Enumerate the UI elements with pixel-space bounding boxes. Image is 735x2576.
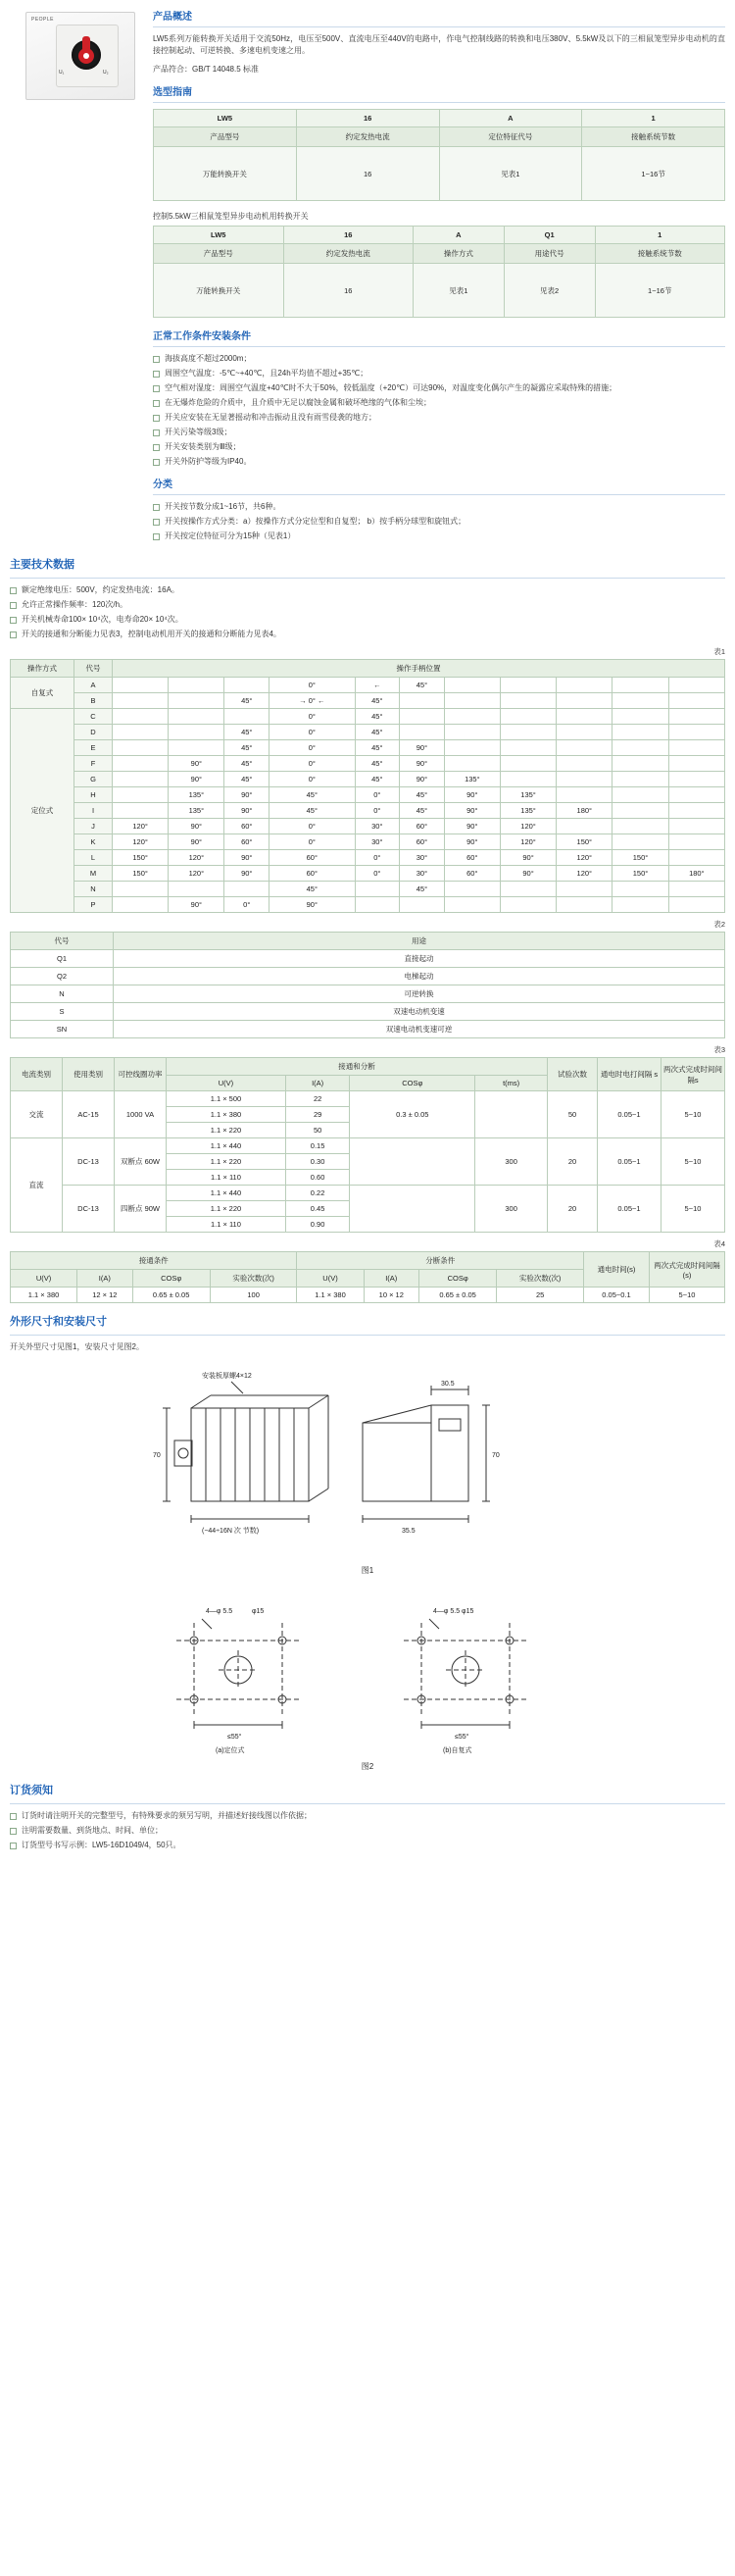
t3-i: 29	[285, 1107, 349, 1123]
t1-cell: 0°	[270, 740, 355, 756]
fig1-height-right: 70	[492, 1451, 500, 1459]
t1-cell: 135°	[444, 772, 500, 787]
t1-cell: 0°	[270, 725, 355, 740]
t1-cell: 60°	[444, 850, 500, 866]
t3-gap: 5~10	[662, 1091, 725, 1138]
figure-2-caption: 图2	[361, 1761, 374, 1771]
t4-head-i2: I(A)	[364, 1270, 418, 1288]
fig2-right-hole-label: 4—φ 5.5 φ15	[433, 1607, 474, 1615]
t3-on: 0.05~1	[598, 1091, 662, 1138]
t1-cell: 0°	[270, 819, 355, 834]
t1-cell: 45°	[355, 725, 400, 740]
selection-table-1	[153, 109, 725, 201]
t1-cell: 45°	[355, 693, 400, 709]
selection-table-2	[153, 226, 725, 318]
t1-cell: 30°	[400, 866, 445, 882]
t2-code: S	[11, 1003, 114, 1021]
t2-use: 直接起动	[114, 950, 725, 968]
tech-item: 开关的接通和分断能力见表3，控制电动机用开关的接通和分断能力见表4。	[10, 629, 725, 640]
conditions-title: 正常工作条件安装条件	[153, 331, 251, 343]
t1-cell: 90°	[444, 803, 500, 819]
condition-item: 开关安装类别为Ⅲ级；	[153, 441, 725, 453]
order-section	[0, 1782, 735, 1851]
t1-cell: 45°	[400, 803, 445, 819]
t4-cell: 12 × 12	[77, 1288, 132, 1303]
t1-cell: → 0° ←	[270, 693, 355, 709]
divider	[153, 102, 725, 103]
divider	[153, 494, 725, 495]
t4-head-i1: I(A)	[77, 1270, 132, 1288]
t4-head-times2: 实验次数(次)	[497, 1270, 584, 1288]
t1-head-positions: 操作手柄位置	[113, 660, 725, 678]
t4-cell: 0.05~0.1	[584, 1288, 650, 1303]
table-make-break-capacity	[10, 1057, 725, 1233]
t3-u: 1.1 × 110	[167, 1217, 286, 1233]
t1-code: E	[74, 740, 113, 756]
t1-cell: 120°	[500, 819, 556, 834]
t3-times: 50	[548, 1091, 598, 1138]
t2-head-use: 用途	[114, 933, 725, 950]
t4-head-u1: U(V)	[11, 1270, 77, 1288]
t1-cell: 60°	[224, 819, 270, 834]
sel2-val-4: 1~16节	[595, 264, 725, 318]
sel1-head-2: 定位特征代号	[439, 127, 582, 147]
t3-i: 0.30	[285, 1154, 349, 1170]
sel2-code-1: 16	[283, 227, 414, 244]
fig1-bottom-right-dim: 35.5	[402, 1527, 416, 1535]
t3-on: 0.05~1	[598, 1186, 662, 1233]
t3-u: 1.1 × 220	[167, 1154, 286, 1170]
t1-code: A	[74, 678, 113, 693]
t1-cell: 45°	[224, 693, 270, 709]
sel1-code-2: A	[439, 110, 582, 127]
t1-cell: 90°	[169, 756, 224, 772]
t1-cell: 60°	[400, 834, 445, 850]
t1-cell: 135°	[500, 803, 556, 819]
t2-code: Q2	[11, 968, 114, 985]
t1-cell: 120°	[113, 819, 169, 834]
dimensions-title: 外形尺寸和安装尺寸	[10, 1316, 107, 1329]
t1-cell: 180°	[668, 866, 724, 882]
t1-cell: 60°	[270, 850, 355, 866]
t1-cell: 60°	[224, 834, 270, 850]
t1-code: I	[74, 803, 113, 819]
t1-code: G	[74, 772, 113, 787]
divider	[10, 1803, 725, 1804]
top-section	[0, 0, 735, 546]
t3-head-coil-power: 可控线圈功率	[115, 1058, 167, 1091]
t4-head-interval: 两次式完成时间间隔(s)	[650, 1252, 725, 1288]
t1-cell: 0°	[270, 709, 355, 725]
t1-cell: 90°	[169, 897, 224, 913]
classification-list	[153, 501, 725, 542]
tech-list	[10, 584, 725, 640]
order-item: 订货型号书写示例：LW5-16D1049/4，50只。	[10, 1840, 725, 1851]
t2-use: 双速电动机变速可逆	[114, 1021, 725, 1038]
t3-on: 0.05~1	[598, 1138, 662, 1186]
t1-cell: 120°	[500, 834, 556, 850]
t3-head-interval: 两次式完成时间间隔s	[662, 1058, 725, 1091]
order-item: 注明需要数量、到货地点、时间、单位；	[10, 1825, 725, 1837]
sel1-code-3: 1	[582, 110, 725, 127]
fig1-screw-label: 安装板厚螺4×12	[202, 1372, 252, 1380]
t1-cell: 150°	[113, 850, 169, 866]
condition-item: 开关污染等级3级；	[153, 427, 725, 438]
t3-head-usage-kind: 使用类别	[63, 1058, 115, 1091]
t1-code: B	[74, 693, 113, 709]
t1-cell: 45°	[400, 678, 445, 693]
t3-head-i: I(A)	[285, 1076, 349, 1091]
t1-cell: 0°	[355, 850, 400, 866]
t1-code: L	[74, 850, 113, 866]
terminal-label-right: U₂	[103, 70, 109, 76]
t1-cell: 90°	[400, 772, 445, 787]
tech-title: 主要技术数据	[10, 559, 74, 572]
sel2-val-3: 见表2	[504, 264, 595, 318]
t3-power: 四断点 90W	[115, 1186, 167, 1233]
t3-head-on-time: 通电时电打间隔 s	[598, 1058, 662, 1091]
t1-code: D	[74, 725, 113, 740]
table-motor-make-break	[10, 1251, 725, 1303]
sel2-head-0: 产品型号	[154, 244, 284, 264]
fig1-bottom-left-dim: (−44÷16N 次 节数)	[202, 1527, 260, 1535]
t3-u: 1.1 × 500	[167, 1091, 286, 1107]
t1-cell: 90°	[444, 819, 500, 834]
t3-i: 0.60	[285, 1170, 349, 1186]
t3-head-group: 接通和分断	[167, 1058, 548, 1076]
t3-use: DC-13	[63, 1186, 115, 1233]
t4-head-u2: U(V)	[297, 1270, 364, 1288]
t2-code: Q1	[11, 950, 114, 968]
t3-u: 1.1 × 440	[167, 1186, 286, 1201]
t3-i: 0.45	[285, 1201, 349, 1217]
t4-head-break-group: 分断条件	[297, 1252, 584, 1270]
t1-cell: 90°	[224, 787, 270, 803]
sel2-code-2: A	[414, 227, 505, 244]
table2-caption: 表2	[713, 920, 725, 930]
t3-head-cos: COSφ	[350, 1076, 475, 1091]
sel1-val-1: 16	[296, 147, 439, 201]
figure-2-wrap	[0, 1586, 735, 1772]
condition-item: 空气相对湿度：周围空气温度+40℃时不大于50%，较低温度（+20℃）可达90%，对温度变化偶尔产生的凝露应采取特殊的措施；	[153, 382, 725, 394]
t1-cell: 180°	[557, 803, 612, 819]
t1-cell: 45°	[224, 740, 270, 756]
classification-item: 开关按操作方式分类：a）按操作方式分定位型和自复型； b）按手柄分球型和旋钮式；	[153, 516, 725, 528]
t4-cell: 5~10	[650, 1288, 725, 1303]
sel1-code-0: LW5	[154, 110, 297, 127]
table-usage-codes	[10, 932, 725, 1038]
t2-code: N	[11, 985, 114, 1003]
product-image-column	[10, 8, 147, 546]
fig2-left-phi-label: φ15	[252, 1607, 265, 1615]
t1-head-code: 代号	[74, 660, 113, 678]
t1-cell: 150°	[612, 850, 668, 866]
t1-cell: 90°	[169, 772, 224, 787]
t1-cell: 150°	[113, 866, 169, 882]
t3-gap: 5~10	[662, 1186, 725, 1233]
t1-cell: 45°	[355, 740, 400, 756]
t3-use: AC-15	[63, 1091, 115, 1138]
order-item: 订货时请注明开关的完整型号，有特殊要求的须另写明，并描述好接线图以作依据；	[10, 1810, 725, 1822]
overview-title: 产品概述	[153, 12, 192, 23]
t1-cell: 90°	[224, 866, 270, 882]
t3-t: 300	[475, 1138, 548, 1186]
switch-knob	[66, 34, 107, 76]
t3-t: 300	[475, 1186, 548, 1233]
overview-text: LW5系列万能转换开关适用于交流50Hz，电压至500V、直流电压至440V的电路中，作电气控制线路的转换和电压380V、5.5kW及以下的三相鼠笼型异步电动机的直接控制起动、可逆转换、多速电机变速之用。	[153, 34, 725, 56]
sel2-head-3: 用途代号	[504, 244, 595, 264]
classification-item: 开关按节数分成1~16节，共6种。	[153, 501, 725, 513]
condition-item: 开关应安装在无显著摇动和冲击振动且没有雨雪侵袭的地方；	[153, 412, 725, 424]
t4-cell: 25	[497, 1288, 584, 1303]
t1-cell: 30°	[400, 850, 445, 866]
figure-1-wrap	[0, 1360, 735, 1576]
t1-cell: 45°	[270, 882, 355, 897]
divider	[153, 346, 725, 347]
t3-power: 1000 VA	[115, 1091, 167, 1138]
t1-cell: 60°	[270, 866, 355, 882]
t2-head-code: 代号	[11, 933, 114, 950]
t3-i: 0.22	[285, 1186, 349, 1201]
t3-i: 0.15	[285, 1138, 349, 1154]
t2-code: SN	[11, 1021, 114, 1038]
t1-cell: 0°	[355, 787, 400, 803]
dimensions-section	[0, 1313, 735, 1353]
t1-cell: 120°	[169, 850, 224, 866]
t3-kind: 交流	[11, 1091, 63, 1138]
classification-title: 分类	[153, 480, 172, 491]
t1-cell: 0°	[355, 803, 400, 819]
t1-cell: 45°	[400, 882, 445, 897]
sel1-val-3: 1~16节	[582, 147, 725, 201]
figure-2-drawing	[10, 1590, 725, 1756]
t3-u: 1.1 × 380	[167, 1107, 286, 1123]
t1-cell: 0°	[270, 678, 355, 693]
order-title: 订货须知	[10, 1784, 53, 1796]
t2-use: 双速电动机变速	[114, 1003, 725, 1021]
table-operating-positions	[10, 659, 725, 913]
t1-code: N	[74, 882, 113, 897]
t4-cell: 0.65 ± 0.05	[132, 1288, 210, 1303]
t1-cell: 0°	[270, 772, 355, 787]
knob-center-dot	[83, 53, 89, 59]
classification-item: 开关按定位特征可分为15种（见表1）	[153, 530, 725, 542]
footer-space	[0, 1855, 735, 1869]
t3-head-t: t(ms)	[475, 1076, 548, 1091]
t1-cell: 120°	[113, 834, 169, 850]
table4-caption: 表4	[713, 1239, 725, 1249]
sel2-head-2: 操作方式	[414, 244, 505, 264]
t3-kind: 直流	[11, 1138, 63, 1233]
brand-label: PEOPLE	[31, 17, 55, 23]
t1-cell: 0°	[270, 756, 355, 772]
tech-section	[0, 556, 735, 1303]
t1-cell: 45°	[270, 803, 355, 819]
terminal-label-left: U₁	[59, 70, 65, 76]
t4-cell: 0.65 ± 0.05	[418, 1288, 496, 1303]
condition-item: 周围空气温度：-5℃~+40℃，且24h平均值不超过+35℃；	[153, 368, 725, 379]
t4-cell: 1.1 × 380	[297, 1288, 364, 1303]
t1-cell: 60°	[400, 819, 445, 834]
t3-use: DC-13	[63, 1138, 115, 1186]
fig2-left-hole-label: 4—φ 5.5	[206, 1607, 233, 1615]
t4-cell: 100	[210, 1288, 297, 1303]
t1-cell: 30°	[355, 819, 400, 834]
t1-cell: 45°	[400, 787, 445, 803]
t1-cell: 90°	[169, 834, 224, 850]
t1-cell: 120°	[557, 850, 612, 866]
t1-cell: 90°	[444, 834, 500, 850]
t2-use: 可逆转换	[114, 985, 725, 1003]
tech-item: 开关机械寿命100× 10⁴次，电寿命20× 10⁴次。	[10, 614, 725, 626]
divider	[10, 578, 725, 579]
t4-cell: 1.1 × 380	[11, 1288, 77, 1303]
t4-head-on-time: 通电时间(s)	[584, 1252, 650, 1288]
t1-cell: 45°	[355, 709, 400, 725]
t3-i: 50	[285, 1123, 349, 1138]
t1-cell: 45°	[355, 772, 400, 787]
t1-head-mode: 操作方式	[11, 660, 74, 678]
sel2-val-1: 16	[283, 264, 414, 318]
t1-cell: 120°	[557, 866, 612, 882]
fig2-left-caption: (a)定位式	[216, 1746, 245, 1754]
t3-power: 双断点 60W	[115, 1138, 167, 1186]
t3-cos: 0.3 ± 0.05	[350, 1091, 475, 1138]
t1-cell: 120°	[169, 866, 224, 882]
t1-code: K	[74, 834, 113, 850]
t1-cell: 30°	[355, 834, 400, 850]
t3-head-current-kind: 电流类别	[11, 1058, 63, 1091]
tech-item: 允许正常操作频率：120次/h。	[10, 599, 725, 611]
sel2-head-4: 接触系统节数	[595, 244, 725, 264]
fig1-top-right-dim: 30.5	[441, 1380, 455, 1388]
t4-cell: 10 × 12	[364, 1288, 418, 1303]
divider	[10, 1335, 725, 1336]
t1-cell: 90°	[224, 850, 270, 866]
t1-cell: 60°	[444, 866, 500, 882]
t4-head-cos2: COSφ	[418, 1270, 496, 1288]
figure-1-caption: 图1	[361, 1565, 374, 1575]
t1-cell: 90°	[500, 850, 556, 866]
t3-u: 1.1 × 110	[167, 1170, 286, 1186]
selection-guide-title: 选型指南	[153, 87, 192, 99]
condition-item: 海拔高度不超过2000m；	[153, 353, 725, 365]
t2-use: 电梯起动	[114, 968, 725, 985]
t3-i: 0.90	[285, 1217, 349, 1233]
t1-cell: 45°	[224, 756, 270, 772]
t3-u: 1.1 × 440	[167, 1138, 286, 1154]
t1-code: P	[74, 897, 113, 913]
conditions-list	[153, 353, 725, 468]
t3-gap: 5~10	[662, 1138, 725, 1186]
t1-cell: 90°	[270, 897, 355, 913]
sel1-val-2: 见表1	[439, 147, 582, 201]
t3-u: 1.1 × 220	[167, 1123, 286, 1138]
t1-cell: 0°	[355, 866, 400, 882]
selection-table-2-caption: 控制5.5kW三相鼠笼型异步电动机用转换开关	[153, 212, 309, 222]
t1-cell: 90°	[169, 819, 224, 834]
standard-text: 产品符合：GB/T 14048.5 标准	[153, 64, 259, 74]
product-photo	[25, 12, 135, 100]
t1-cell: 90°	[224, 803, 270, 819]
sel1-code-1: 16	[296, 110, 439, 127]
sel2-code-4: 1	[595, 227, 725, 244]
t3-head-u: U(V)	[167, 1076, 286, 1091]
fig1-height-left: 70	[153, 1451, 161, 1459]
t1-cell: 135°	[500, 787, 556, 803]
t1-cell: 135°	[169, 787, 224, 803]
t1-cell: 45°	[270, 787, 355, 803]
t1-code: C	[74, 709, 113, 725]
t1-mode-self: 自复式	[11, 678, 74, 709]
sel1-val-0: 万能转换开关	[154, 147, 297, 201]
t3-head-test-times: 试验次数	[548, 1058, 598, 1091]
t1-cell: 90°	[400, 740, 445, 756]
t3-u: 1.1 × 220	[167, 1201, 286, 1217]
condition-item: 在无爆炸危险的介质中，且介质中无足以腐蚀金属和破坏绝缘的气体和尘埃；	[153, 397, 725, 409]
t1-cell: ←	[355, 678, 400, 693]
t3-times: 20	[548, 1186, 598, 1233]
t4-head-times1: 实验次数(次)	[210, 1270, 297, 1288]
condition-item: 开关外防护等级为IP40。	[153, 456, 725, 468]
tech-item: 额定绝缘电压：500V，约定发热电流：16A。	[10, 584, 725, 596]
dimensions-note: 开关外型尺寸见图1，安装尺寸见图2。	[10, 1342, 144, 1352]
sel1-head-3: 接触系统节数	[582, 127, 725, 147]
t1-cell: 90°	[500, 866, 556, 882]
table1-caption: 表1	[713, 647, 725, 657]
t1-cell: 150°	[557, 834, 612, 850]
sel1-head-1: 约定发热电流	[296, 127, 439, 147]
t1-mode-fixed: 定位式	[11, 709, 74, 913]
divider	[153, 26, 725, 27]
t4-head-cos1: COSφ	[132, 1270, 210, 1288]
sel1-head-0: 产品型号	[154, 127, 297, 147]
t1-cell: 0°	[270, 834, 355, 850]
t3-times: 20	[548, 1138, 598, 1186]
t4-head-make-group: 接通条件	[11, 1252, 297, 1270]
sel2-val-0: 万能转换开关	[154, 264, 284, 318]
overview-column	[147, 8, 725, 546]
t1-code: J	[74, 819, 113, 834]
t1-code: M	[74, 866, 113, 882]
t1-cell: 45°	[355, 756, 400, 772]
t1-code: H	[74, 787, 113, 803]
t1-cell: 90°	[400, 756, 445, 772]
fig2-left-dim: ≤55°	[227, 1733, 242, 1741]
t3-t	[475, 1091, 548, 1138]
fig2-right-caption: (b)自复式	[443, 1746, 472, 1754]
table3-caption: 表3	[713, 1045, 725, 1055]
t1-cell: 135°	[169, 803, 224, 819]
t1-cell: 90°	[444, 787, 500, 803]
t1-code: F	[74, 756, 113, 772]
sel2-head-1: 约定发热电流	[283, 244, 414, 264]
order-list	[10, 1810, 725, 1851]
fig2-right-dim: ≤55°	[455, 1733, 469, 1741]
figure-1-drawing	[10, 1364, 725, 1560]
sel2-code-0: LW5	[154, 227, 284, 244]
t3-i: 22	[285, 1091, 349, 1107]
t1-cell: 45°	[224, 772, 270, 787]
t1-cell: 45°	[224, 725, 270, 740]
sel2-code-3: Q1	[504, 227, 595, 244]
t1-cell: 150°	[612, 866, 668, 882]
t1-cell: 0°	[224, 897, 270, 913]
sel2-val-2: 见表1	[414, 264, 505, 318]
